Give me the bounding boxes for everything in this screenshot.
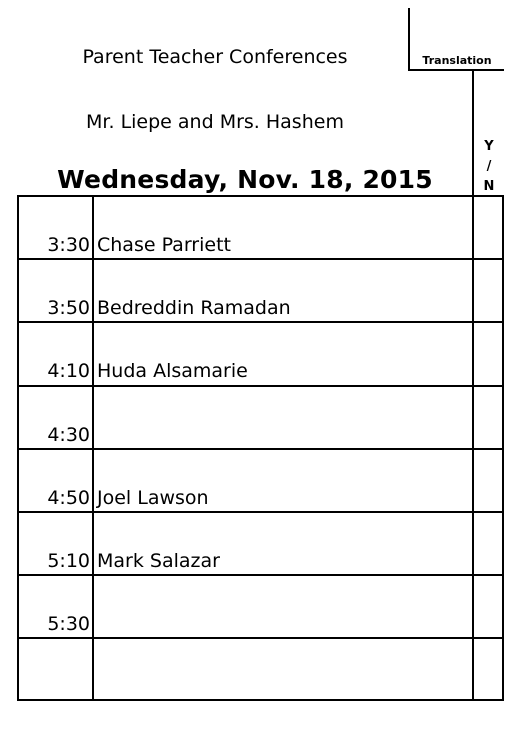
name-cell: Huda Alsamarie: [97, 360, 248, 382]
translation-label: Translation: [422, 54, 492, 67]
date-heading: Wednesday, Nov. 18, 2015: [57, 165, 433, 194]
time-cell: 4:50: [47, 487, 90, 509]
yn-label-y: Y: [484, 139, 494, 154]
yn-label: [474, 137, 504, 197]
table-row: [17, 574, 504, 637]
time-cell: 5:30: [47, 613, 90, 635]
time-cell: 4:30: [47, 424, 90, 446]
name-cell: Bedreddin Ramadan: [97, 297, 291, 319]
schedule-table: [17, 195, 504, 701]
time-cell: 3:30: [47, 234, 90, 256]
name-cell: Joel Lawson: [97, 487, 209, 509]
time-cell: 4:10: [47, 360, 90, 382]
table-row: [17, 195, 504, 258]
name-cell: Chase Parriett: [97, 234, 231, 256]
table-row: [17, 511, 504, 574]
table-row: [17, 385, 504, 448]
time-cell: 5:10: [47, 550, 90, 572]
table-row: [17, 448, 504, 511]
table-row: [17, 637, 504, 700]
table-row: [17, 258, 504, 321]
translation-box-bottom-border: [408, 69, 504, 71]
yn-label-n: N: [483, 179, 495, 194]
yn-label-slash: /: [486, 159, 492, 174]
name-cell: Mark Salazar: [97, 550, 220, 572]
table-row: [17, 321, 504, 384]
page-title: Parent Teacher Conferences: [82, 46, 348, 68]
teachers-line: Mr. Liepe and Mrs. Hashem: [86, 111, 344, 133]
time-cell: 3:50: [47, 297, 90, 319]
